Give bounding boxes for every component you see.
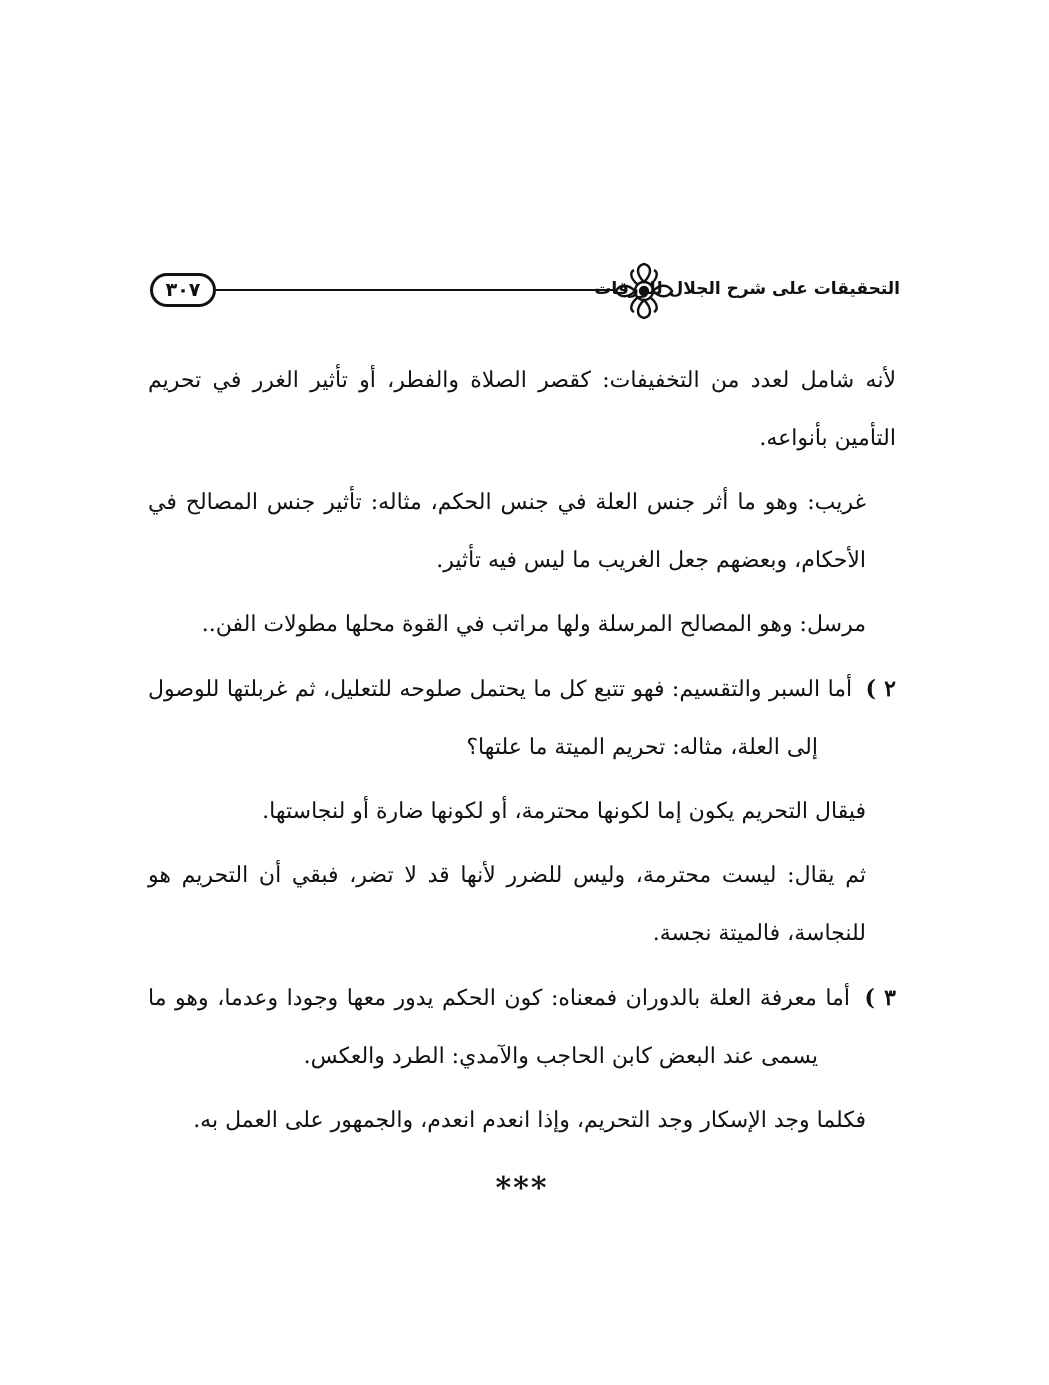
page-body <box>148 352 896 1218</box>
numbered-paragraph <box>148 969 896 1086</box>
page-number-text: ٣٠٧ <box>165 279 201 301</box>
paragraph-text: فيقال التحريم يكون إما لكونها محترمة، أو لكونها ضارة أو لنجاستها. <box>262 799 866 824</box>
paragraph <box>148 1092 896 1150</box>
paragraph <box>148 474 896 590</box>
paragraph-text: لأنه شامل لعدد من التخفيفات: كقصر الصلاة والفطر، أو تأثير الغرر في تحريم التأمين بأنواعه. <box>148 368 896 451</box>
paragraph-text: غريب: وهو ما أثر جنس العلة في جنس الحكم، مثاله: تأثير جنس المصالح في الأحكام، وبعضهم جعل الغريب ما ليس فيه تأثير. <box>148 490 866 573</box>
paragraph-number: ٣ ) <box>864 985 896 1011</box>
page-header <box>150 258 900 326</box>
page-number <box>150 273 216 307</box>
running-title: التحقيقات على شرح الجلال للورقات <box>594 279 900 299</box>
paragraph <box>148 783 896 841</box>
paragraph <box>148 847 896 963</box>
numbered-paragraph <box>148 660 896 777</box>
section-separator: *** <box>495 1171 549 1206</box>
header-rule <box>216 289 614 291</box>
paragraph-text: أما السبر والتقسيم: فهو تتبع كل ما يحتمل صلوحه للتعليل، ثم غربلتها للوصول إلى العلة، مثاله: تحريم الميتة ما علتها؟ <box>148 677 853 760</box>
paragraph-text: ثم يقال: ليست محترمة، وليس للضرر لأنها قد لا تضر، فبقي أن التحريم هو للنجاسة، فالميتة نجسة. <box>148 863 866 946</box>
paragraph <box>148 352 896 468</box>
paragraph-text: مرسل: وهو المصالح المرسلة ولها مراتب في القوة محلها مطولات الفن.. <box>201 612 866 637</box>
paragraph-number: ٢ ) <box>865 676 896 702</box>
paragraph-text: أما معرفة العلة بالدوران فمعناه: كون الحكم يدور معها وجودا وعدما، وهو ما يسمى عند البعض كابن الحاجب والآمدي: الطرد والعكس. <box>148 986 850 1069</box>
paragraph <box>148 596 896 654</box>
paragraph-text: فكلما وجد الإسكار وجد التحريم، وإذا انعدم انعدم، والجمهور على العمل به. <box>193 1108 866 1133</box>
